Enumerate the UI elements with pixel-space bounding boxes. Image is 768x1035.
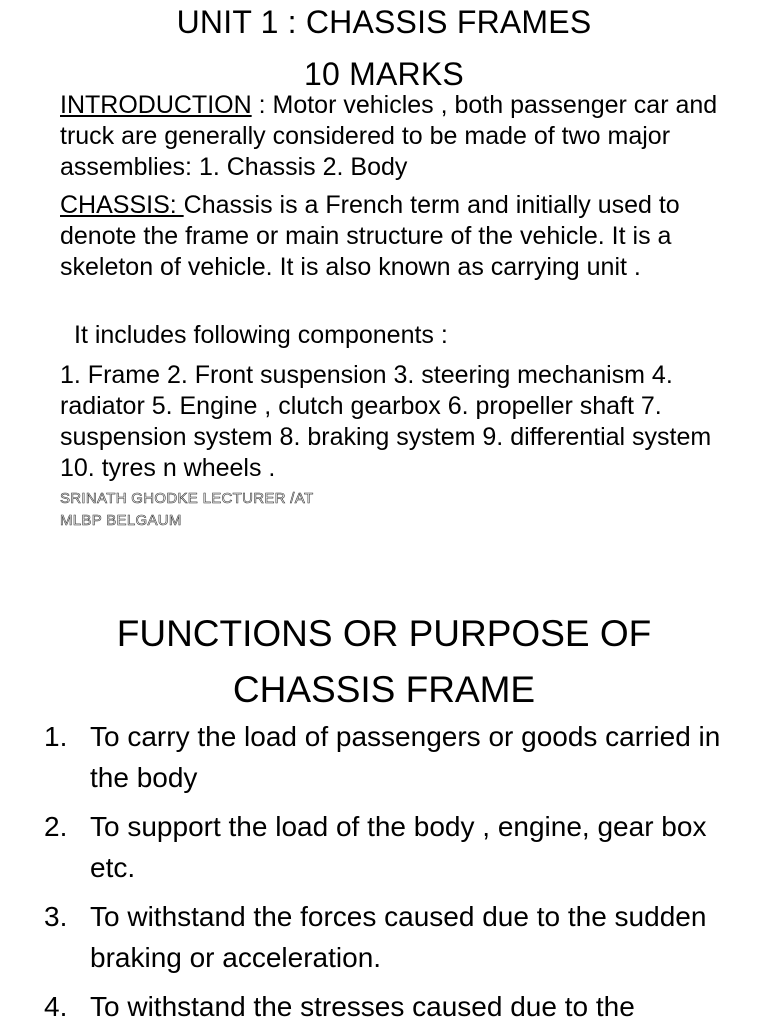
institution-line: MLBP BELGAUM bbox=[60, 512, 182, 529]
functions-title-line2: CHASSIS FRAME bbox=[232, 669, 536, 710]
slide-subtitle-marks: 10 MARKS bbox=[304, 56, 464, 92]
list-item bbox=[44, 716, 744, 798]
list-item-number: 2. bbox=[44, 811, 68, 842]
introduction-label: INTRODUCTION bbox=[60, 91, 252, 119]
list-item-text: To withstand the forces caused due to the sudden braking or acceleration. bbox=[90, 901, 707, 973]
list-item bbox=[44, 806, 744, 888]
chassis-text: Chassis is a French term and initially used to denote the frame or main structure of the vehicle. It is a skeleton of vehicle. It is also known as carrying unit . bbox=[60, 191, 680, 281]
functions-title-line1: FUNCTIONS OR PURPOSE OF bbox=[116, 613, 652, 654]
functions-list bbox=[44, 716, 744, 1035]
components-list: 1. Frame 2. Front suspension 3. steering mechanism 4. radiator 5. Engine , clutch gearbox 6. propeller shaft 7. suspension system 8. braking system 9. differential system 10. tyres n wheels . bbox=[60, 361, 712, 482]
list-item bbox=[44, 896, 744, 978]
list-item-text: To support the load of the body , engine, gear box etc. bbox=[90, 811, 707, 883]
chassis-paragraph bbox=[60, 190, 720, 283]
list-item-number: 1. bbox=[44, 721, 68, 752]
chassis-label: CHASSIS: bbox=[60, 191, 184, 219]
author-footer bbox=[60, 488, 313, 532]
slide-title: UNIT 1 : CHASSIS FRAMES bbox=[176, 4, 592, 40]
list-item bbox=[44, 986, 744, 1027]
includes-line: It includes following components : bbox=[74, 321, 448, 349]
author-line: SRINATH GHODKE LECTURER /AT bbox=[60, 490, 314, 507]
list-item-number: 4. bbox=[44, 991, 68, 1022]
introduction-paragraph bbox=[60, 90, 720, 183]
slide-functions bbox=[0, 600, 768, 1024]
introduction-text: : Motor vehicles , both passenger car and truck are generally considered to be made of two major assemblies: 1. Chassis 2. Body bbox=[60, 91, 718, 181]
list-item-number: 3. bbox=[44, 901, 68, 932]
list-item-text: To carry the load of passengers or goods carried in the body bbox=[90, 721, 721, 793]
list-item-text: To withstand the stresses caused due to the bbox=[90, 991, 635, 1022]
